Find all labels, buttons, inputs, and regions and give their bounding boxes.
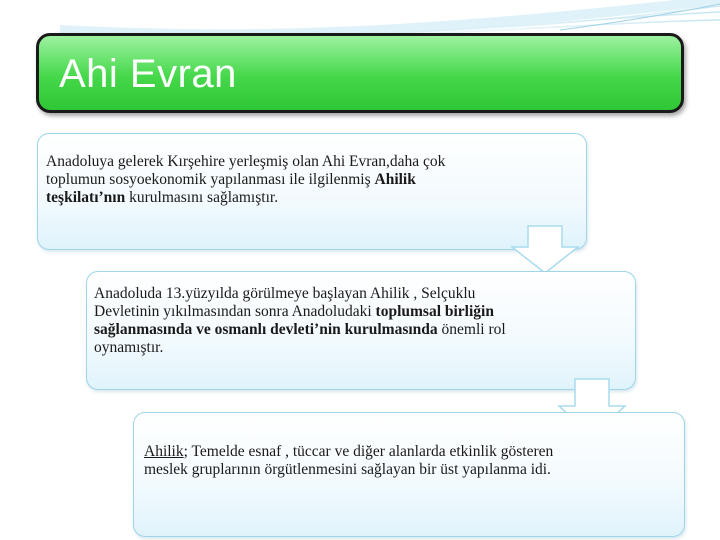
box2-text: [94, 285, 514, 357]
title-banner: [36, 33, 684, 113]
content-box-1: [37, 133, 587, 250]
box1-text: [46, 153, 476, 207]
box1-text-c: kurulmasını sağlamıştır.: [125, 189, 279, 206]
box1-text-bold: Ahilik teşkilatı’nın: [46, 171, 416, 206]
box2-text-c: önemli rol oynamıştır.: [94, 321, 506, 356]
box3-term: Ahilik: [144, 443, 184, 460]
slide-title: Ahi Evran: [59, 52, 237, 96]
box2-text-bold: toplumsal birliğin sağlanmasında ve osmanlı devleti’nin kurulmasında: [94, 303, 494, 338]
content-box-3: [133, 412, 685, 537]
box2-text-a: Anadoluda 13.yüzyılda görülmeye başlayan Ahilik , Selçuklu Devletinin yıkılmasından sonra Anadoludaki: [94, 285, 476, 320]
box3-text: [144, 443, 564, 479]
box3-definition: ; Temelde esnaf , tüccar ve diğer alanlarda etkinlik gösteren meslek gruplarının örgütlenmesini sağlayan bir üst yapılanma idi.: [144, 443, 554, 478]
box1-text-a: Anadoluya gelerek Kırşehire yerleşmiş olan Ahi Evran,daha çok toplumun sosyoekonomik yapılanması ile ilgilenmiş: [46, 153, 446, 188]
content-box-2: [86, 271, 636, 390]
down-arrow-icon: [510, 225, 580, 275]
